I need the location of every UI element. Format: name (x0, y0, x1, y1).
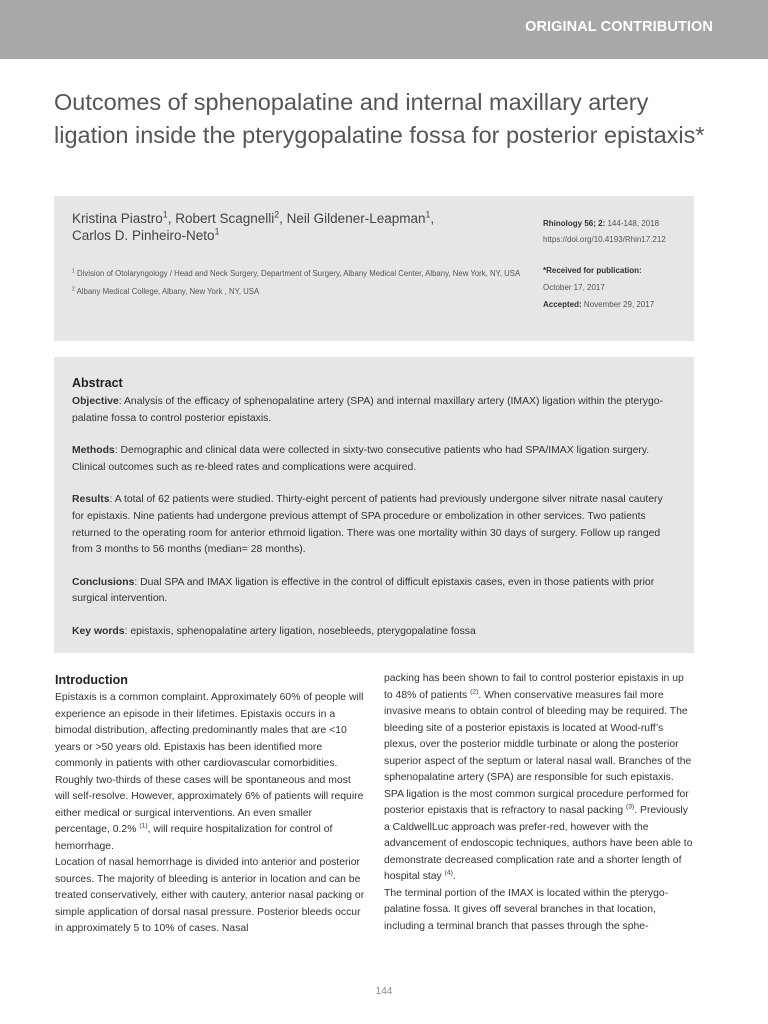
introduction-heading: Introduction (55, 673, 128, 687)
journal-name: Rhinology 56; 2: (543, 219, 606, 228)
citation-ref[interactable]: (1) (139, 822, 148, 830)
affiliation-mark: 1 (72, 268, 75, 275)
author-separator: , (279, 211, 287, 226)
author-list (72, 210, 502, 244)
body-paragraph: The terminal portion of the IMAX is located within the pterygo-palatine fossa. It gives off several branches in that location, including a terminal branch that passes through the sphe- (384, 887, 669, 932)
abstract-methods: Methods: Demographic and clinical data were collected in sixty-two consecutive patients who had SPA/IMAX ligation surgery. Clinical outcomes such as re-bleed rates and complications were acquired. (72, 445, 650, 473)
affiliation-text: Albany Medical College, Albany, New York , NY, USA (76, 287, 260, 296)
abstract-keywords: Key words: epistaxis, sphenopalatine artery ligation, nosebleeds, pterygopalatine fossa (72, 625, 476, 637)
author-name: Neil Gildener-Leapman (286, 211, 426, 226)
abstract-conclusions: Conclusions: Dual SPA and IMAX ligation is effective in the control of difficult epistaxis cases, even in those patients with prior surgical intervention. (72, 576, 655, 605)
author-separator: , (167, 211, 176, 226)
author-affiliation-mark: 1 (214, 226, 220, 237)
author-separator: , (430, 211, 435, 226)
abstract-heading: Abstract (72, 376, 123, 390)
author-line-1 (72, 210, 502, 227)
doi-link[interactable]: https://doi.org/10.4193/Rhin17.212 (543, 235, 666, 244)
publication-dates (543, 262, 693, 313)
section-label: ORIGINAL CONTRIBUTION (525, 19, 713, 35)
abstract-box (54, 357, 694, 653)
author-affiliation-mark: 2 (274, 209, 280, 220)
citation-ref[interactable]: (4) (444, 869, 453, 877)
author-name: Carlos D. Pinheiro-Neto (72, 228, 215, 243)
body-column-right (384, 671, 694, 935)
accepted-line (543, 296, 693, 313)
author-name: Robert Scagnelli (175, 211, 275, 226)
article-title: Outcomes of sphenopalatine and internal maxillary artery ligation inside the pterygopalatine fossa for posterior epistaxis* (54, 89, 705, 148)
body-paragraph: Location of nasal hemorrhage is divided into anterior and posterior sources. The majority of bleeding is anterior in location and can be treated conservatively, either with cautery, anterior nasal packing or simple application of dorsal nasal pressure. Posterior bleeds occur in approximately 5 to 10% of cases. Nasal (55, 857, 365, 934)
affiliation-list (72, 265, 542, 301)
affiliation-text: Division of Otolaryngology / Head and Neck Surgery, Department of Surgery, Albany Medical Center, Albany, New York, NY, USA (77, 269, 521, 278)
citation-ref[interactable]: (3) (625, 803, 635, 811)
author-name: Kristina Piastro (72, 211, 163, 226)
citation-ref[interactable]: (2) (470, 688, 479, 696)
affiliation-mark: 2 (72, 286, 75, 293)
author-affiliation-mark: 1 (425, 209, 431, 220)
journal-citation (543, 216, 693, 248)
author-line-2 (72, 227, 502, 244)
received-date: October 17, 2017 (543, 283, 605, 292)
page-number: 144 (375, 986, 393, 997)
accepted-label: Accepted: (543, 300, 582, 309)
section-header-bar (0, 0, 768, 59)
abstract-results: Results: A total of 62 patients were studied. Thirty-eight percent of patients had previously undergone silver nitrate nasal cautery for epistaxis. Nine patients had undergone previous attempt of SPA procedure or embolization in other services. Two patients returned to the operating room for anterior ethmoid ligation. There was one mortality within 30 days of surgery. Follow up ranged from 3 months to 56 months (median= 28 months). (72, 494, 663, 556)
journal-reference (543, 216, 693, 232)
body-column-left (55, 671, 365, 938)
abstract-objective: Objective: Analysis of the efficacy of sphenopalatine artery (SPA) and internal maxillary artery (IMAX) ligation within the pterygo-palatine fossa to control posterior epistaxis. (72, 396, 664, 424)
affiliation (72, 265, 542, 283)
accepted-date: November 29, 2017 (583, 300, 655, 309)
journal-pages: 144-148, 2018 (607, 219, 660, 228)
body-paragraph: Epistaxis is a common complaint. Approximately 60% of people will experience an episode in their lifetimes. Epistaxis occurs in a bimodal distribution, affecting predominantly males that are <10 years or >50 years old. Epistaxis has been identified more commonly in patients with other cardiovascular comorbidities. Roughly two-thirds of these cases will be spontaneous and most will self-resolve. However, approximately 6% of patients will require either medical or surgical interventions. An even smaller percentage, 0.2% $^{(1)}$, will require hospitalization for control of hemorrhage. (55, 692, 364, 852)
body-paragraph: packing has been shown to fail to control posterior epistaxis in up to 48% of patients $^{(2)}$. When conservative measures fail more invasive means to obtain control of bleeding may be required. The bleeding site of a posterior epistaxis is located at Wood-ruff’s plexus, over the posterior middle turbinate or along the posterior superior aspect of the septum or lateral nasal wall. Branches of the sphenopalatine artery (SPA) are responsible for such epistaxis. SPA ligation is the most common surgical procedure performed for posterior epistaxis that is refractory to nasal packing $^{(3)}$. Previously a CaldwellLuc approach was prefer-red, however with the advancement of endoscopic techniques, authors have been able to demonstrate decreased complication rate and a shorter length of hospital stay $^{(4)}$. (384, 673, 693, 882)
article-meta-box (54, 196, 694, 341)
received-label: *Received for publication: (543, 266, 642, 275)
author-affiliation-mark: 1 (162, 209, 168, 220)
affiliation (72, 283, 542, 301)
